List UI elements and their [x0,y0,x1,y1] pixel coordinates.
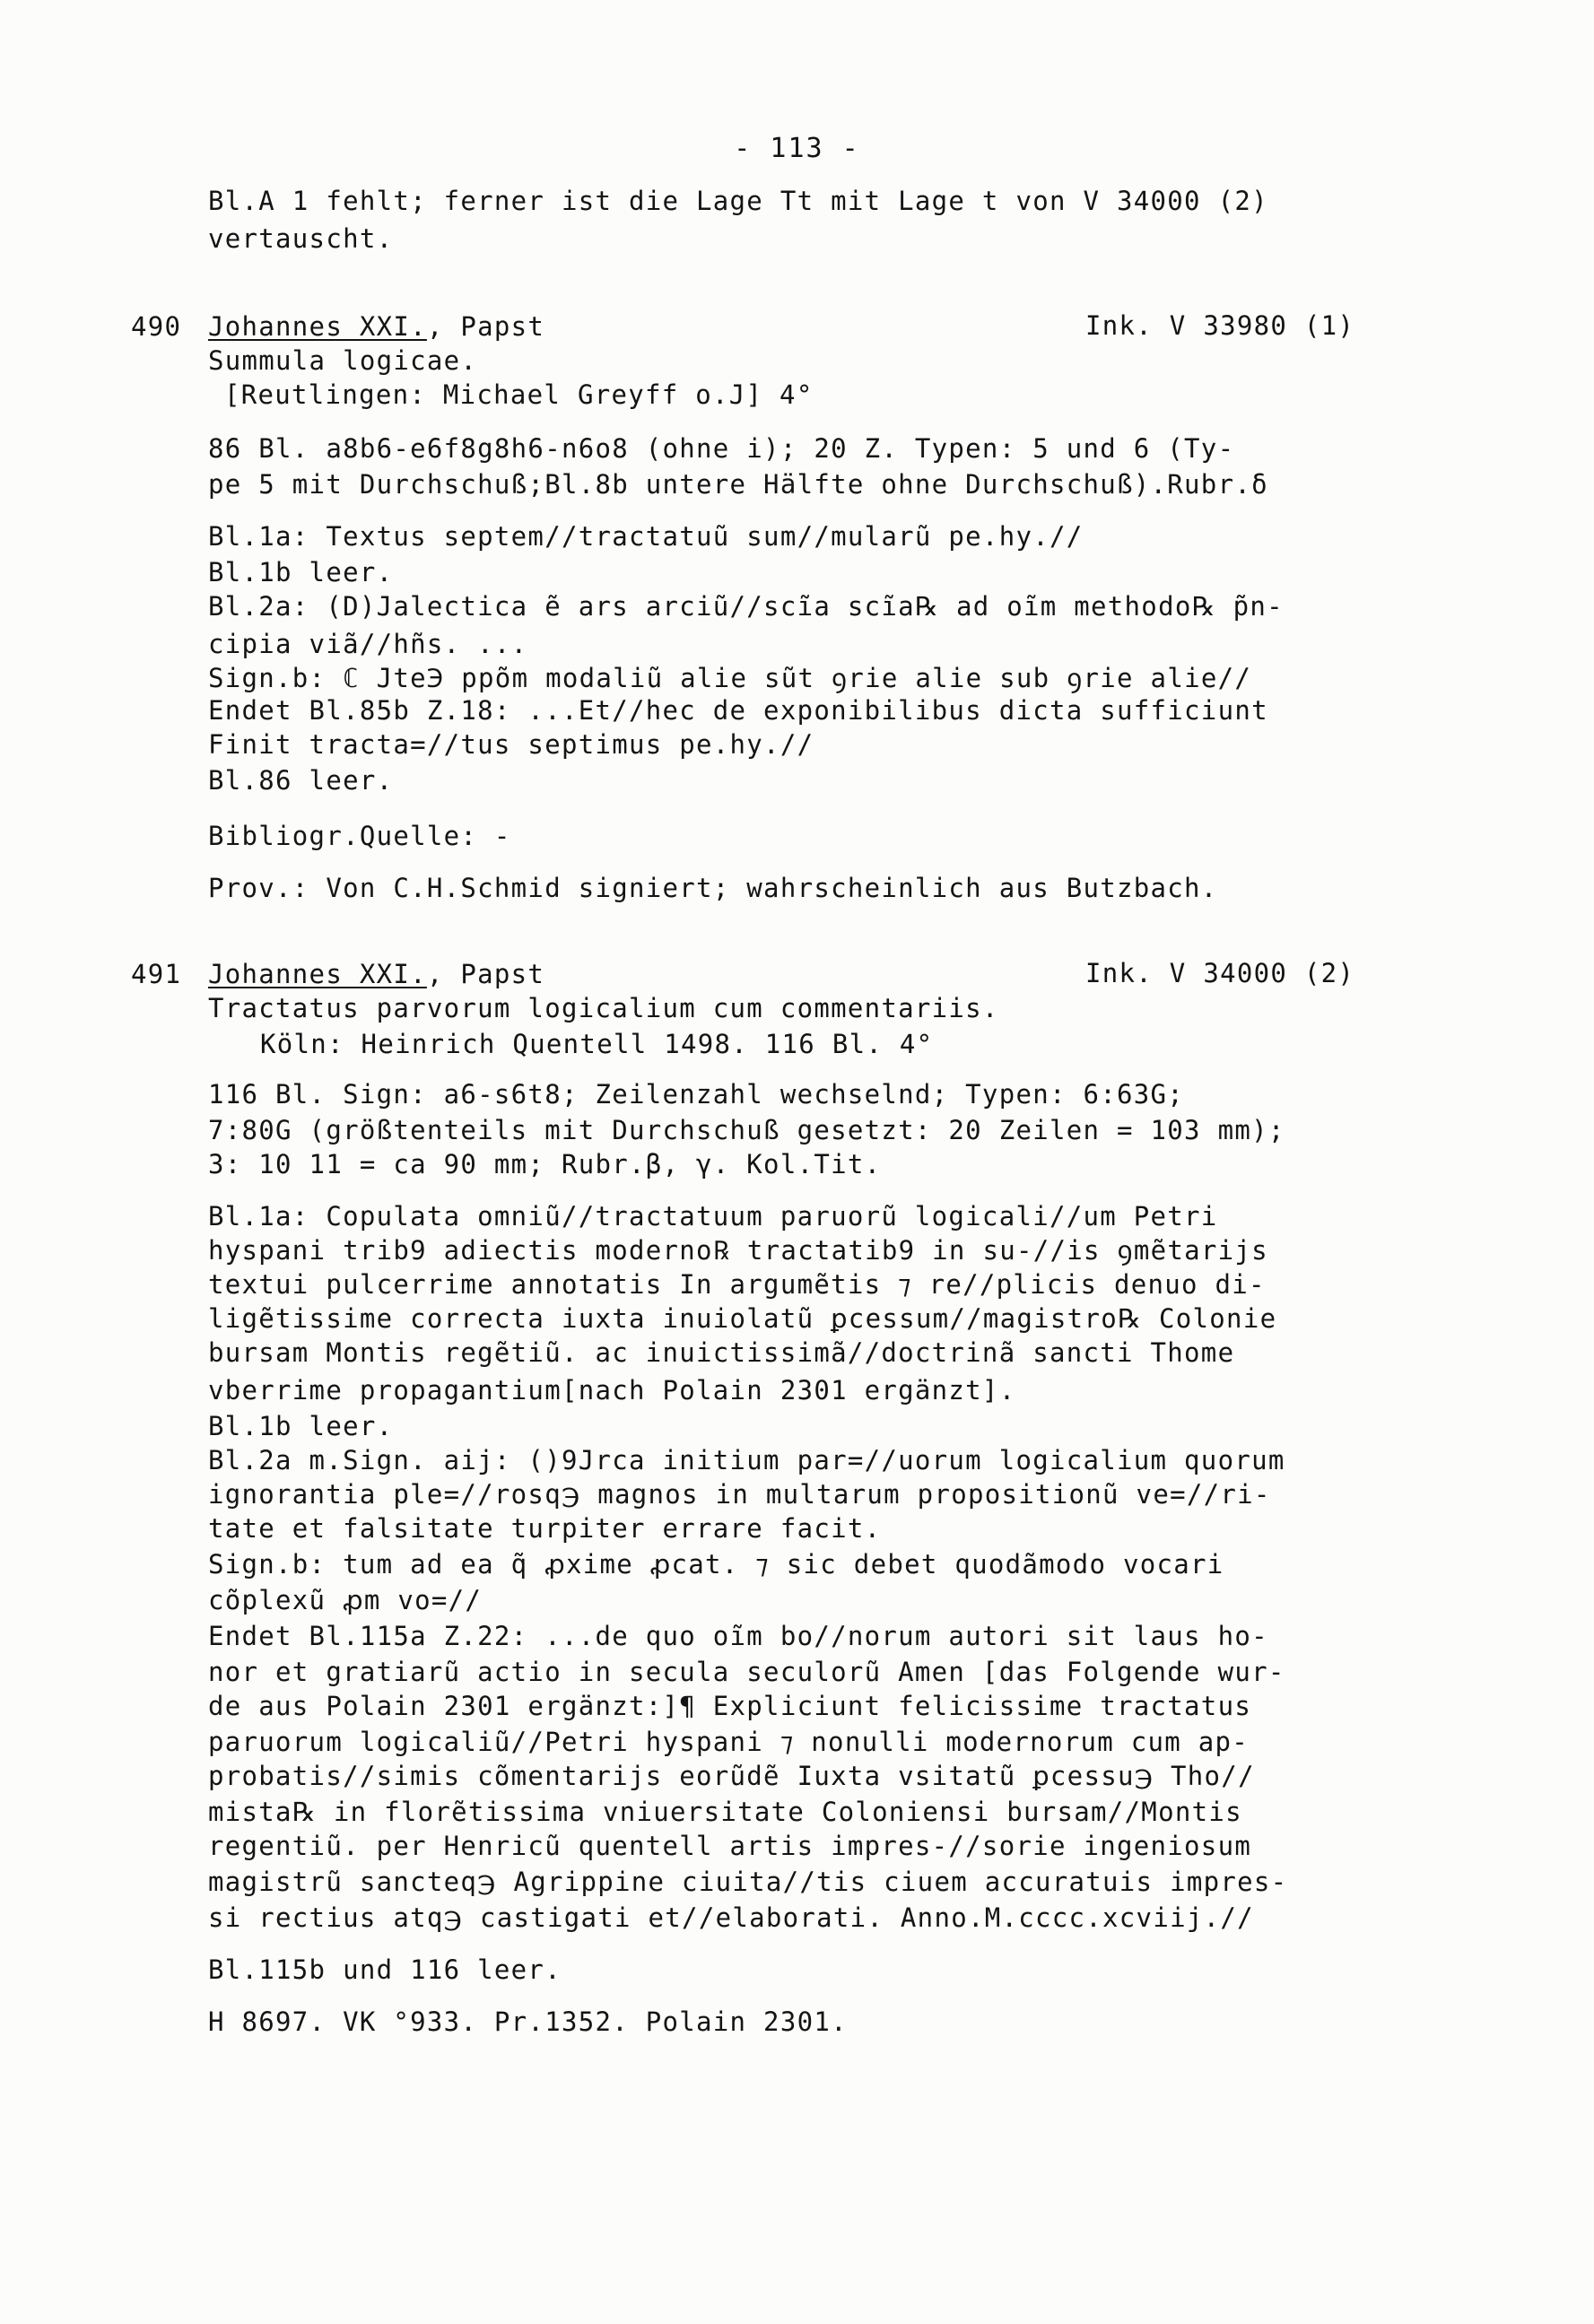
entry-491-line: si rectius atq℈ castigati et//elaborati. Anno.M.cccc.xcviij.// [208,1902,1254,1933]
entry-491-line: magistrũ sancteq℈ Agrippine ciuita//tis ciuem accuratuis impres- [208,1867,1288,1897]
entry-490-line: Endet Bl.85b Z.18: ...Et//hec de exponibilibus dicta sufficiunt [208,695,1268,726]
entry-490-author-suffix: , Papst [426,311,545,342]
entry-491-line: nor et gratiarũ actio in secula seculorũ Amen [das Folgende wur- [208,1657,1285,1687]
entry-490-number: 490 [131,311,182,342]
entry-490-line: Bl.1b leer. [208,557,394,588]
entry-491-line: 7:80G (größtenteils mit Durchschuß gesetzt: 20 Zeilen = 103 mm); [208,1115,1285,1145]
intro-line-1: Bl.A 1 fehlt; ferner ist die Lage Tt mit Lage t von V 34000 (2) [208,186,1268,216]
entry-491-line: bursam Montis regẽtiũ. ac inuictissimã//doctrinã sancti Thome [208,1337,1235,1368]
entry-491-line: H 8697. VK °933. Pr.1352. Polain 2301. [208,2006,848,2037]
entry-491-line: ligẽtissime correcta iuxta inuiolatũ ꝑcessum//magistro℞ Colonie [208,1303,1277,1334]
entry-491-line: 3: 10 11 = ca 90 mm; Rubr.β, γ. Kol.Tit. [208,1149,882,1179]
entry-491-line: regentiũ. per Henricũ quentell artis impres-//sorie ingeniosum [208,1831,1252,1861]
entry-491-line: 116 Bl. Sign: a6-s6t8; Zeilenzahl wechselnd; Typen: 6:63G; [208,1079,1185,1110]
entry-491-line: Bl.115b und 116 leer. [208,1954,562,1985]
entry-491-line: Tractatus parvorum logicalium cum commentariis. [208,993,999,1023]
entry-491-line: de aus Polain 2301 ergänzt:]¶ Expliciunt felicissime tractatus [208,1691,1252,1721]
entry-491-heading [208,958,544,990]
entry-490-line: Bibliogr.Quelle: - [208,821,511,851]
entry-490-line: [Reutlingen: Michael Greyff o.J] 4° [224,379,814,410]
entry-491-line: Sign.b: tum ad ea q̃ ꝓxime ꝓcat. ⁊ sic debet quodãmodo vocari [208,1549,1224,1580]
entry-490-line: Sign.b: ℂ Jte℈ ppõm modaliũ alie sũt ꝯrie alie sub ꝯrie alie// [208,663,1252,693]
entry-490-line: Bl.2a: (D)Jalectica ẽ ars arciũ//scĩa scĩa℞ ad oĩm methodo℞ p̃n- [208,591,1284,622]
entry-491-line: hyspani trib9 adiectis moderno℞ tractatib9 in su-//is ꝯmẽtarijs [208,1235,1268,1266]
entry-491-line: Köln: Heinrich Quentell 1498. 116 Bl. 4° [260,1029,934,1059]
entry-491-line: probatis//simis cõmentarijs eorũdẽ Iuxta vsitatũ ꝑcessu℈ Tho// [208,1761,1255,1791]
entry-491-shelfmark: Ink. V 34000 (2) [1085,958,1355,988]
intro-line-2: vertauscht. [208,223,394,254]
entry-490-line: Bl.1a: Textus septem//tractatuũ sum//mularũ pe.hy.// [208,521,1084,552]
entry-491-line: Bl.2a m.Sign. aij: ()9Jrca initium par=//uorum logicalium quorum [208,1445,1285,1475]
entry-490-shelfmark: Ink. V 33980 (1) [1085,310,1355,341]
entry-491-line: vberrime propagantium[nach Polain 2301 ergänzt]. [208,1375,1016,1406]
entry-490-author: Johannes XXI. [208,311,427,342]
entry-490-line: pe 5 mit Durchschuß;Bl.8b untere Hälfte ohne Durchschuß).Rubr.δ [208,469,1268,500]
entry-490-heading [208,310,544,343]
entry-491-author-suffix: , Papst [426,959,545,989]
entry-491-line: Bl.1a: Copulata omniũ//tractatuum paruorũ logicali//um Petri [208,1201,1218,1232]
entry-491-line: Bl.1b leer. [208,1411,394,1441]
entry-491-line: textui pulcerrime annotatis In argumẽtis ⁊ re//plicis denuo di- [208,1269,1266,1300]
entry-491-author: Johannes XXI. [208,959,427,989]
entry-491-line: paruorum logicaliũ//Petri hyspani ⁊ nonulli modernorum cum ap- [208,1727,1250,1757]
page-number: - 113 - [734,133,860,164]
entry-490-line: Summula logicae. [208,345,478,376]
entry-491-number: 491 [131,959,182,989]
entry-490-line: Bl.86 leer. [208,765,394,796]
entry-491-line: mista℞ in florẽtissima vniuersitate Coloniensi bursam//Montis [208,1797,1242,1827]
entry-490-line: Finit tracta=//tus septimus pe.hy.// [208,729,814,760]
entry-491-line: cõplexũ ꝓm vo=// [208,1585,483,1615]
entry-491-line: ignorantia ple=//rosq℈ magnos in multarum propositionũ ve=//ri- [208,1479,1271,1510]
entry-491-line: tate et falsitate turpiter errare facit. [208,1513,882,1544]
entry-491-line: Endet Bl.115a Z.22: ...de quo oĩm bo//norum autori sit laus ho- [208,1621,1268,1651]
entry-490-line: cipia viã//hñs. ... [208,629,528,659]
entry-490-line: Prov.: Von C.H.Schmid signiert; wahrscheinlich aus Butzbach. [208,873,1218,903]
entry-490-line: 86 Bl. a8b6-e6f8g8h6-n6o8 (ohne i); 20 Z. Typen: 5 und 6 (Ty- [208,433,1235,464]
